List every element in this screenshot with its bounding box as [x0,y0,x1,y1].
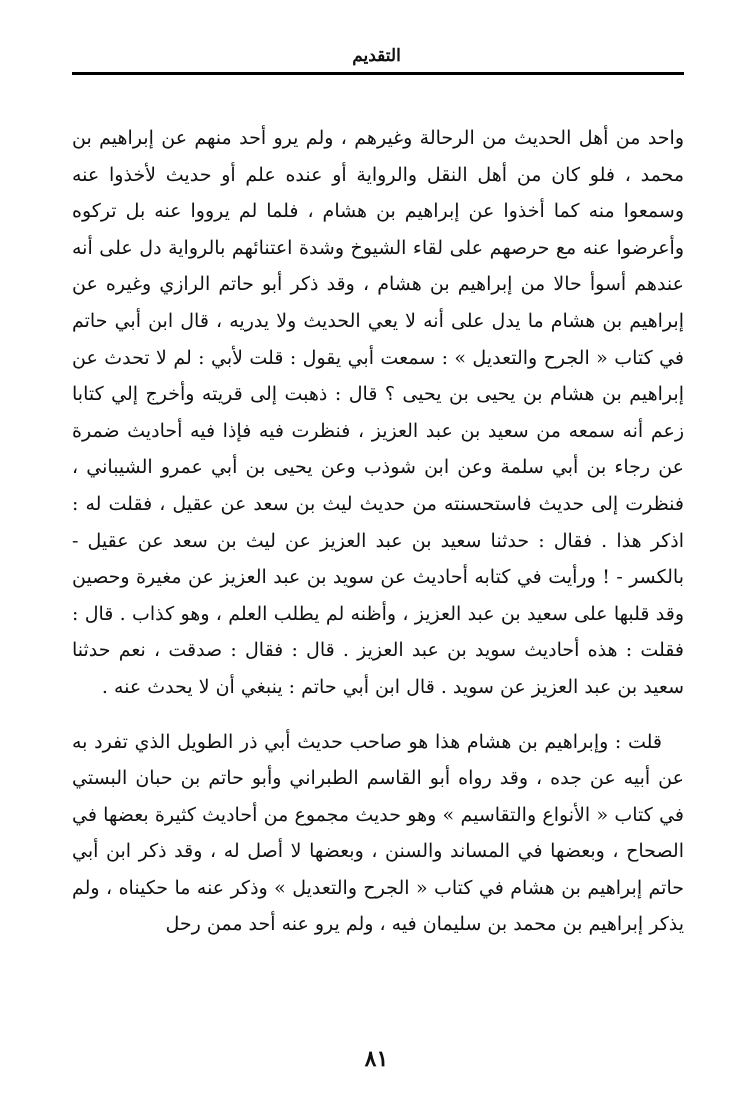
page-number: ٨١ [364,1046,389,1072]
paragraph-2: قلت : وإبراهيم بن هشام هذا هو صاحب حديث أبي ذر الطويل الذي تفرد به عن أبيه عن جده ، وقد رواه أبو القاسم الطبراني وأبو حاتم بن حبان البستي في كتاب « الأنواع والتقاسيم » وهو حديث مجموع من أحاديث كثيرة بعضها في الصحاح ، وبعضها في المساند والسنن ، وبعضها لا أصل له ، وقد ذكر ابن أبي حاتم إبراهيم بن هشام في كتاب « الجرح والتعديل » وذكر عنه ما حكيناه ، ولم يذكر إبراهيم بن محمد بن سليمان فيه ، ولم يرو عنه أحد ممن رحل [72,730,684,936]
paragraph-1: واحد من أهل الحديث من الرحالة وغيرهم ، ولم يرو أحد منهم عن إبراهيم بن محمد ، فلو كان من أهل النقل والرواية أو عنده علم أو حديث لأخذوا عنه وسمعوا منه كما أخذوا عن إبراهيم بن هشام ، فلما لم يرووا عنه بل تركوه وأعرضوا عنه مع حرصهم على لقاء الشيوخ وشدة اعتنائهم بالرواية دل على أنه عندهم أسوأ حالا من إبراهيم بن هشام ، وقد ذكر أبو حاتم الرازي وغيره عن إبراهيم بن هشام ما يدل على أنه لا يعي الحديث ولا يدريه ، قال ابن أبي حاتم في كتاب « الجرح والتعديل » : سمعت أبي يقول : قلت لأبي : لم لا تحدث عن إبراهيم بن هشام بن يحيى بن يحيى ؟ قال : ذهبت إلى قريته وأخرج إلي كتابا زعم أنه سمعه من سعيد بن عبد العزيز ، فنظرت فيه فإذا فيه أحاديث ضمرة عن رجاء بن أبي سلمة وعن ابن شوذب وعن يحيى بن أبي عمرو الشيباني ، فنظرت إلى حديث فاستحسنته من حديث ليث بن سعد عن عقيل ، فقلت له : اذكر هذا . فقال : حدثنا سعيد بن عبد العزيز عن ليث بن سعد عن عقيل - بالكسر - ! ورأيت في كتابه أحاديث عن سويد بن عبد العزيز عن مغيرة وحصين وقد قلبها على سعيد بن عبد العزيز ، وأظنه لم يطلب العلم ، وهو كذاب . قال : فقلت : هذه أحاديث سويد بن عبد العزيز . قال : فقال : صدقت ، نعم حدثنا سعيد بن عبد العزيز عن سويد . قال ابن أبي حاتم : ينبغي أن لا يحدث عنه . [72,127,684,698]
header-divider [72,72,684,75]
main-text [72,120,684,943]
page-header: التقديم [352,46,401,66]
